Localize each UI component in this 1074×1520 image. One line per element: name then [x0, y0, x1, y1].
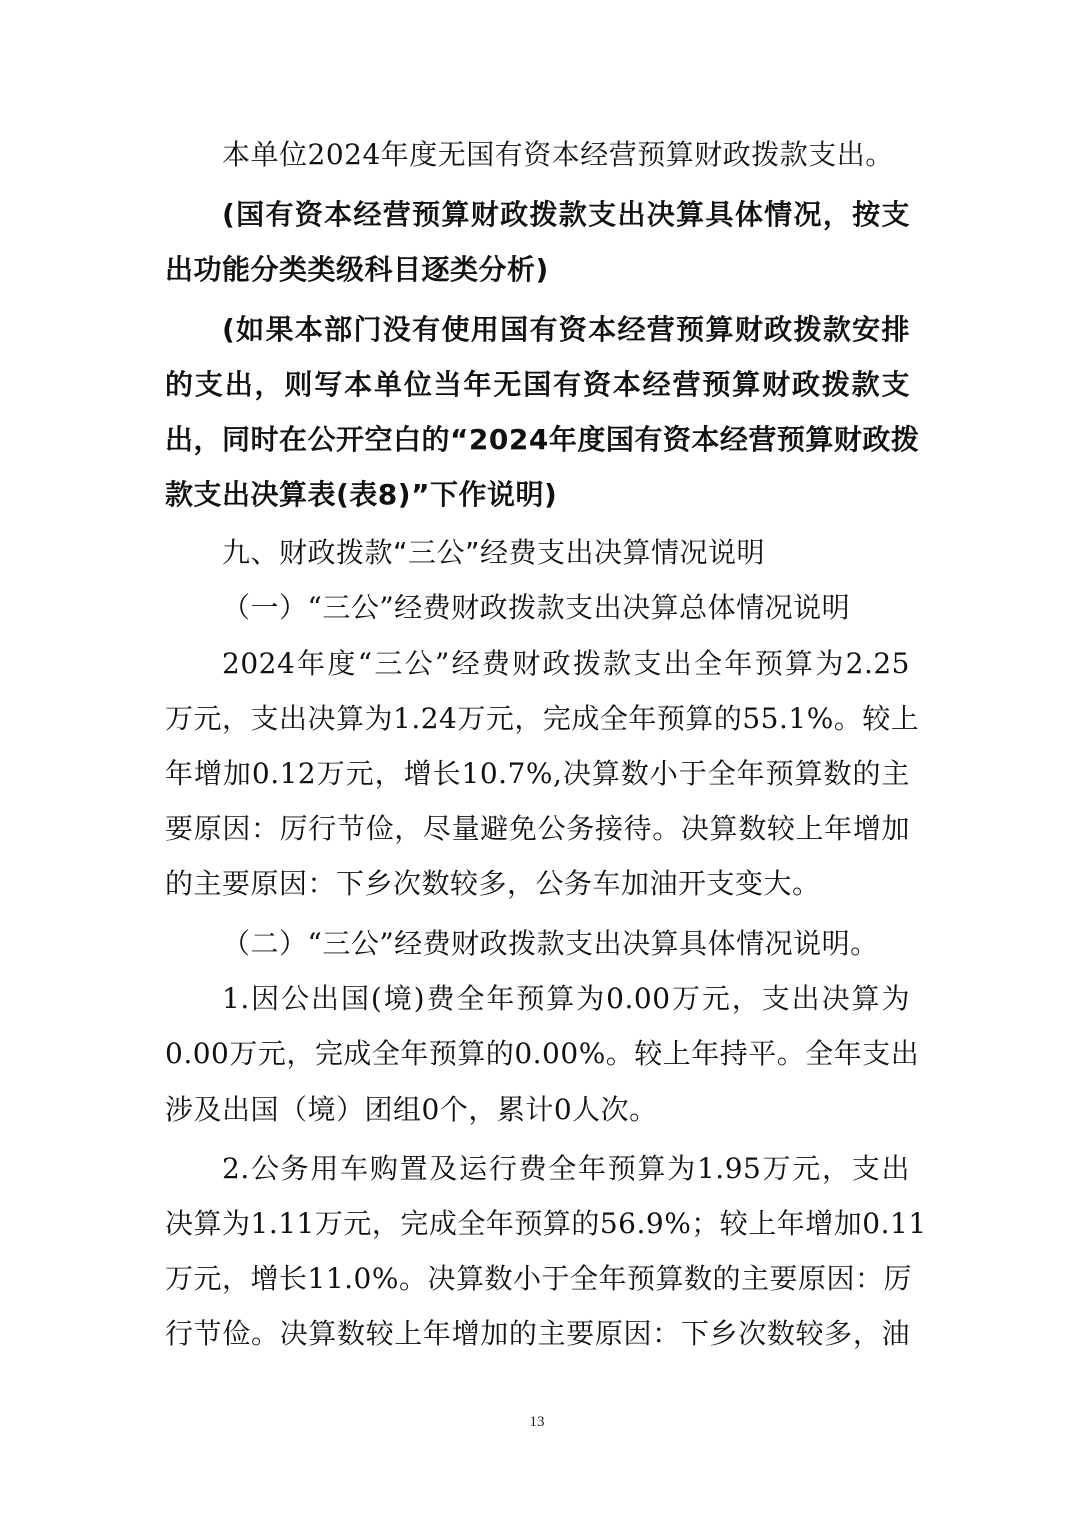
text-line: 的支出，则写本单位当年无国有资本经营预算财政拨款支 — [165, 368, 910, 401]
text-line: (国有资本经营预算财政拨款支出决算具体情况，按支 — [222, 198, 910, 231]
text-line: 万元，支出决算为1.24万元，完成全年预算的55.1%。较上 — [165, 702, 920, 735]
text-line: 款支出决算表(表8)”下作说明) — [165, 478, 558, 511]
text-line: 2.公务用车购置及运行费全年预算为1.95万元，支出 — [222, 1152, 910, 1185]
text-line: 0.00万元，完成全年预算的0.00%。较上年持平。全年支出 — [165, 1037, 920, 1070]
page-number: 13 — [529, 1414, 545, 1430]
text-line: 行节俭。决算数较上年增加的主要原因：下乡次数较多，油 — [165, 1317, 910, 1350]
text-line: 决算为1.11万元，完成全年预算的56.9%；较上年增加0.11 — [165, 1207, 927, 1240]
text-line: 的主要原因：下乡次数较多，公务车加油开支变大。 — [165, 867, 821, 900]
text-line: （二）“三公”经费财政拨款支出决算具体情况说明。 — [222, 927, 879, 960]
text-line: 2024年度“三公”经费财政拨款支出全年预算为2.25 — [222, 647, 910, 680]
section-heading: 九、财政拨款“三公”经费支出决算情况说明 — [222, 536, 766, 569]
text-line: (如果本部门没有使用国有资本经营预算财政拨款安排 — [222, 313, 910, 346]
text-line: 1.因公出国(境)费全年预算为0.00万元，支出决算为 — [222, 982, 910, 1015]
text-line: 本单位2024年度无国有资本经营预算财政拨款支出。 — [222, 138, 894, 171]
text-line: （一）“三公”经费财政拨款支出决算总体情况说明 — [222, 591, 851, 624]
text-line: 万元，增长11.0%。决算数小于全年预算数的主要原因：厉 — [165, 1262, 912, 1295]
text-line: 要原因：厉行节俭，尽量避免公务接待。决算数较上年增加 — [165, 812, 910, 845]
text-line: 出，同时在公开空白的“2024年度国有资本经营预算财政拨 — [165, 423, 920, 456]
text-line: 涉及出国（境）团组0个，累计0人次。 — [165, 1093, 658, 1126]
text-line: 年增加0.12万元，增长10.7%,决算数小于全年预算数的主 — [165, 757, 910, 790]
text-line: 出功能分类类级科目逐类分析) — [165, 253, 549, 286]
